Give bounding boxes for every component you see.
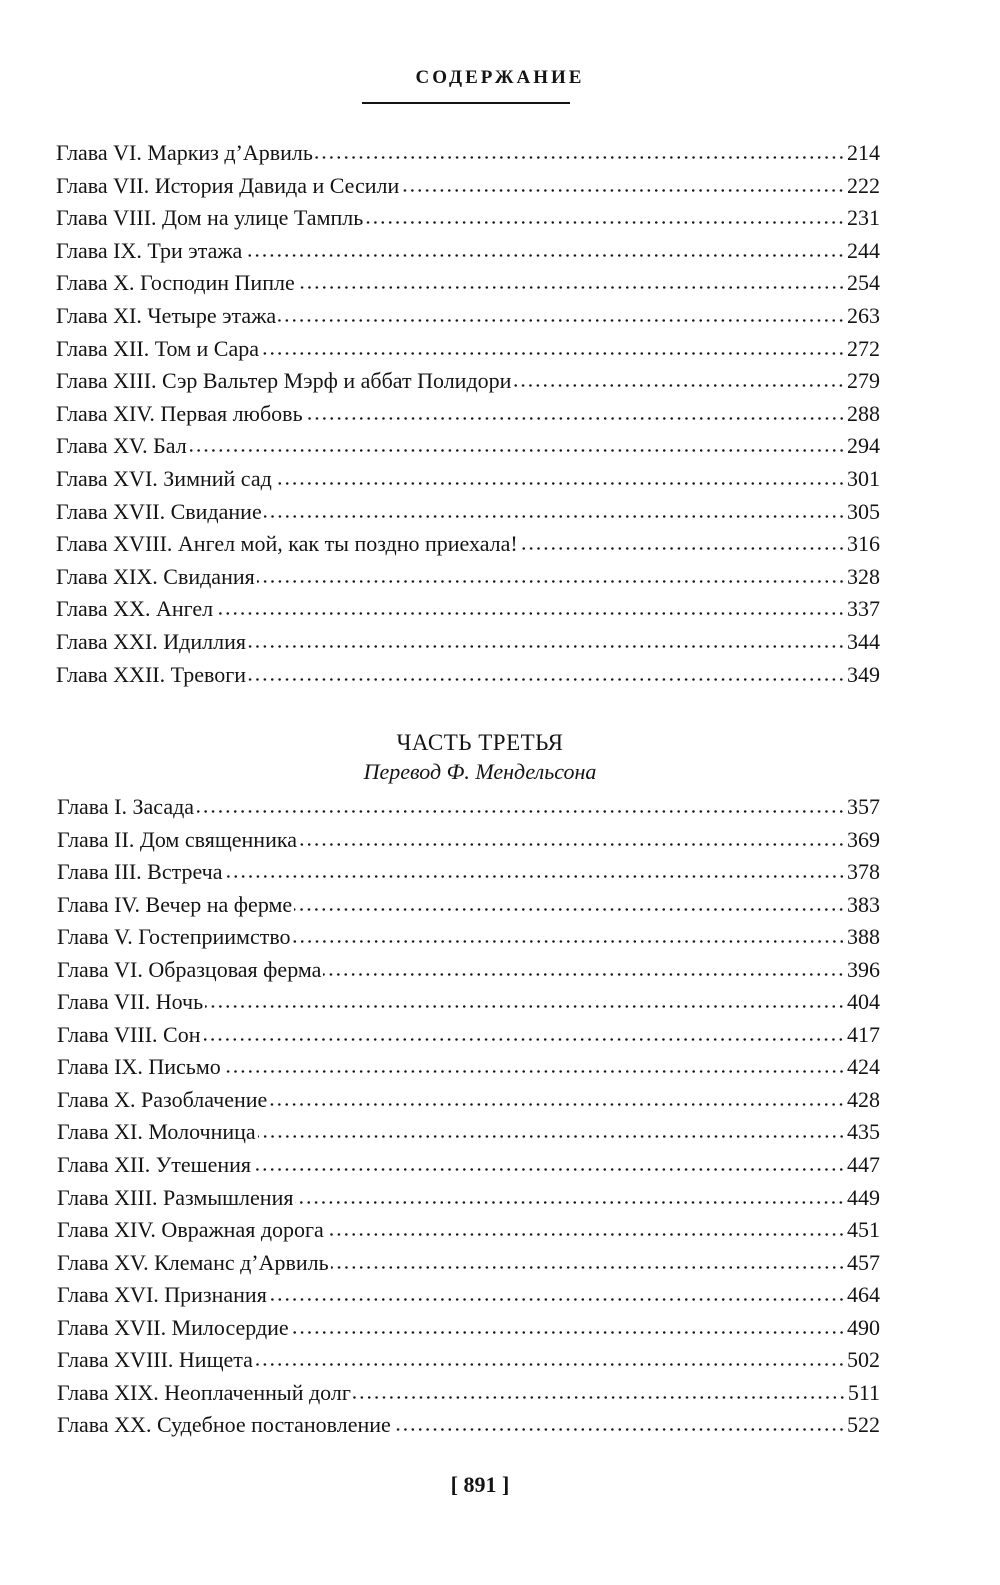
toc-entry [56, 593, 880, 626]
chapter-page-number: 388 [847, 924, 880, 950]
chapter-page-number: 301 [847, 465, 880, 491]
dot-leader [297, 285, 845, 290]
chapter-title: Глава IX. Три этажа [56, 237, 243, 263]
chapter-page-number: 254 [847, 270, 880, 296]
chapter-title: Глава XIII. Сэр Вальтер Мэрф и аббат Полидори [56, 368, 512, 394]
chapter-page-number: 378 [847, 859, 880, 885]
dot-leader [393, 1427, 845, 1432]
toc-part-two [56, 137, 880, 691]
chapter-page-number: 294 [847, 433, 880, 459]
toc-entry [56, 463, 880, 496]
toc-entry [57, 1182, 880, 1215]
dot-leader [215, 611, 845, 616]
chapter-title: Глава X. Господин Пипле [56, 270, 295, 296]
chapter-title: Глава XIV. Овражная дорога [57, 1217, 324, 1243]
chapter-title: Глава XVI. Признания [57, 1282, 267, 1308]
toc-entry [57, 954, 880, 987]
dot-leader [291, 1330, 845, 1335]
chapter-page-number: 424 [847, 1054, 880, 1080]
dot-leader [299, 842, 845, 847]
toc-entry [57, 1377, 880, 1410]
toc-entry [56, 398, 880, 431]
chapter-page-number: 435 [847, 1119, 880, 1145]
dot-leader [294, 907, 845, 912]
dot-leader [274, 481, 845, 486]
chapter-page-number: 428 [847, 1086, 880, 1112]
dot-leader [253, 1167, 845, 1172]
running-head: СОДЕРЖАНИЕ [415, 67, 585, 88]
toc-entry [56, 137, 880, 170]
chapter-page-number: 383 [847, 891, 880, 917]
toc-entry [56, 659, 880, 692]
toc-entry [57, 1279, 880, 1312]
chapter-title: Глава VII. История Давида и Сесили [56, 172, 400, 198]
chapter-title: Глава XVII. Свидание [56, 498, 262, 524]
chapter-page-number: 231 [847, 205, 880, 231]
chapter-title: Глава XIX. Неоплаченный долг [57, 1379, 351, 1405]
chapter-page-number: 396 [847, 956, 880, 982]
toc-entry [57, 824, 880, 857]
chapter-title: Глава XIX. Свидания [56, 563, 255, 589]
chapter-title: Глава XXII. Тревоги [56, 661, 246, 687]
toc-entry [57, 1344, 880, 1377]
chapter-title: Глава XI. Четыре этажа [56, 302, 277, 328]
dot-leader [264, 514, 845, 519]
dot-leader [278, 318, 845, 323]
chapter-title: Глава IV. Вечер на ферме [57, 891, 293, 917]
toc-entry [57, 856, 880, 889]
toc-entry [57, 1051, 880, 1084]
chapter-page-number: 272 [847, 335, 880, 361]
part-title: ЧАСТЬ ТРЕТЬЯ [396, 730, 564, 755]
chapter-title: Глава VIII. Сон [57, 1021, 201, 1047]
toc-entry [56, 430, 880, 463]
toc-part-three [57, 791, 880, 1442]
chapter-page-number: 447 [847, 1152, 880, 1178]
dot-leader [365, 220, 845, 225]
chapter-page-number: 369 [847, 826, 880, 852]
chapter-title: Глава XX. Судебное постановление [57, 1412, 391, 1438]
toc-entry [57, 791, 880, 824]
chapter-page-number: 464 [847, 1282, 880, 1308]
chapter-title: Глава VI. Маркиз д’Арвиль [56, 140, 313, 165]
toc-entry [56, 561, 880, 594]
page-number: [ 891 ] [450, 1472, 510, 1497]
chapter-page-number: 214 [847, 140, 880, 165]
toc-entry [57, 1019, 880, 1052]
dot-leader [326, 1232, 845, 1237]
toc-entry [56, 202, 880, 235]
chapter-title: Глава XVIII. Ангел мой, как ты поздно приехала! [56, 531, 518, 557]
dot-leader [196, 809, 845, 814]
chapter-page-number: 316 [847, 531, 880, 557]
dot-leader [202, 1037, 845, 1042]
dot-leader [331, 1265, 845, 1270]
chapter-page-number: 502 [847, 1347, 880, 1373]
toc-entry [57, 1084, 880, 1117]
toc-entry [57, 1214, 880, 1247]
chapter-page-number: 244 [847, 237, 880, 263]
chapter-page-number: 337 [847, 596, 880, 622]
chapter-page-number: 279 [847, 368, 880, 394]
toc-entry [56, 235, 880, 268]
dot-leader [513, 383, 845, 388]
dot-leader [258, 1134, 845, 1139]
chapter-page-number: 349 [847, 661, 880, 687]
chapter-title: Глава V. Гостеприимство [57, 924, 291, 950]
dot-leader [269, 1102, 845, 1107]
chapter-title: Глава VI. Образцовая ферма [57, 956, 322, 982]
dot-leader [401, 188, 845, 193]
toc-entry [56, 170, 880, 203]
chapter-title: Глава X. Разоблачение [57, 1086, 268, 1112]
chapter-title: Глава XIV. Первая любовь [56, 400, 303, 426]
dot-leader [295, 1200, 845, 1205]
chapter-page-number: 451 [847, 1217, 880, 1243]
dot-leader [205, 1004, 845, 1009]
chapter-title: Глава III. Встреча [57, 859, 223, 885]
chapter-title: Глава XV. Клеманс д’Арвиль [57, 1249, 329, 1275]
dot-leader [223, 1069, 845, 1074]
toc-entry [56, 267, 880, 300]
chapter-title: Глава IX. Письмо [57, 1054, 221, 1080]
dot-leader [257, 579, 845, 584]
dot-leader [305, 416, 845, 421]
chapter-title: Глава XVIII. Нищета [57, 1347, 253, 1373]
toc-entry [57, 1149, 880, 1182]
chapter-title: Глава XV. Бал [56, 433, 187, 459]
toc-entry [57, 1312, 880, 1345]
dot-leader [315, 155, 845, 160]
chapter-title: Глава XI. Молочница [57, 1119, 256, 1145]
running-head-rule [362, 102, 570, 104]
chapter-page-number: 522 [847, 1412, 880, 1438]
chapter-title: Глава XVII. Милосердие [57, 1314, 289, 1340]
chapter-page-number: 511 [847, 1379, 880, 1405]
toc-entry [56, 496, 880, 529]
chapter-page-number: 263 [847, 302, 880, 328]
toc-entry [57, 1247, 880, 1280]
chapter-page-number: 490 [847, 1314, 880, 1340]
chapter-page-number: 449 [847, 1184, 880, 1210]
chapter-title: Глава XII. Утешения [57, 1152, 252, 1178]
chapter-page-number: 357 [847, 794, 880, 819]
dot-leader [248, 644, 845, 649]
chapter-title: Глава I. Засада [57, 794, 195, 819]
dot-leader [520, 546, 845, 551]
dot-leader [255, 1362, 845, 1367]
chapter-title: Глава II. Дом священника [57, 826, 297, 852]
chapter-title: Глава XXI. Идиллия [56, 628, 246, 654]
toc-entry [56, 626, 880, 659]
chapter-page-number: 457 [847, 1249, 880, 1275]
chapter-page-number: 417 [847, 1021, 880, 1047]
toc-entry [57, 889, 880, 922]
part-translator: Перевод Ф. Мендельсона [363, 759, 597, 784]
chapter-title: Глава VIII. Дом на улице Тампль [56, 205, 364, 231]
toc-entry [57, 921, 880, 954]
toc-entry [57, 986, 880, 1019]
toc-entry [56, 300, 880, 333]
dot-leader [189, 448, 845, 453]
toc-entry [56, 365, 880, 398]
dot-leader [353, 1395, 846, 1400]
toc-entry [56, 528, 880, 561]
dot-leader [323, 972, 845, 977]
chapter-page-number: 344 [847, 628, 880, 654]
toc-entry [57, 1116, 880, 1149]
dot-leader [248, 677, 845, 682]
chapter-page-number: 288 [847, 400, 880, 426]
dot-leader [225, 874, 845, 879]
toc-entry [56, 333, 880, 366]
dot-leader [244, 253, 845, 258]
chapter-page-number: 328 [847, 563, 880, 589]
dot-leader [293, 939, 845, 944]
dot-leader [269, 1297, 845, 1302]
chapter-title: Глава XIII. Размышления [57, 1184, 294, 1210]
chapter-page-number: 305 [847, 498, 880, 524]
chapter-page-number: 404 [847, 989, 880, 1015]
dot-leader [261, 351, 845, 356]
chapter-title: Глава XVI. Зимний сад [56, 465, 272, 491]
chapter-title: Глава XII. Том и Сара [56, 335, 259, 361]
toc-entry [57, 1409, 880, 1442]
chapter-title: Глава XX. Ангел [56, 596, 214, 622]
chapter-title: Глава VII. Ночь [57, 989, 204, 1015]
chapter-page-number: 222 [847, 172, 880, 198]
